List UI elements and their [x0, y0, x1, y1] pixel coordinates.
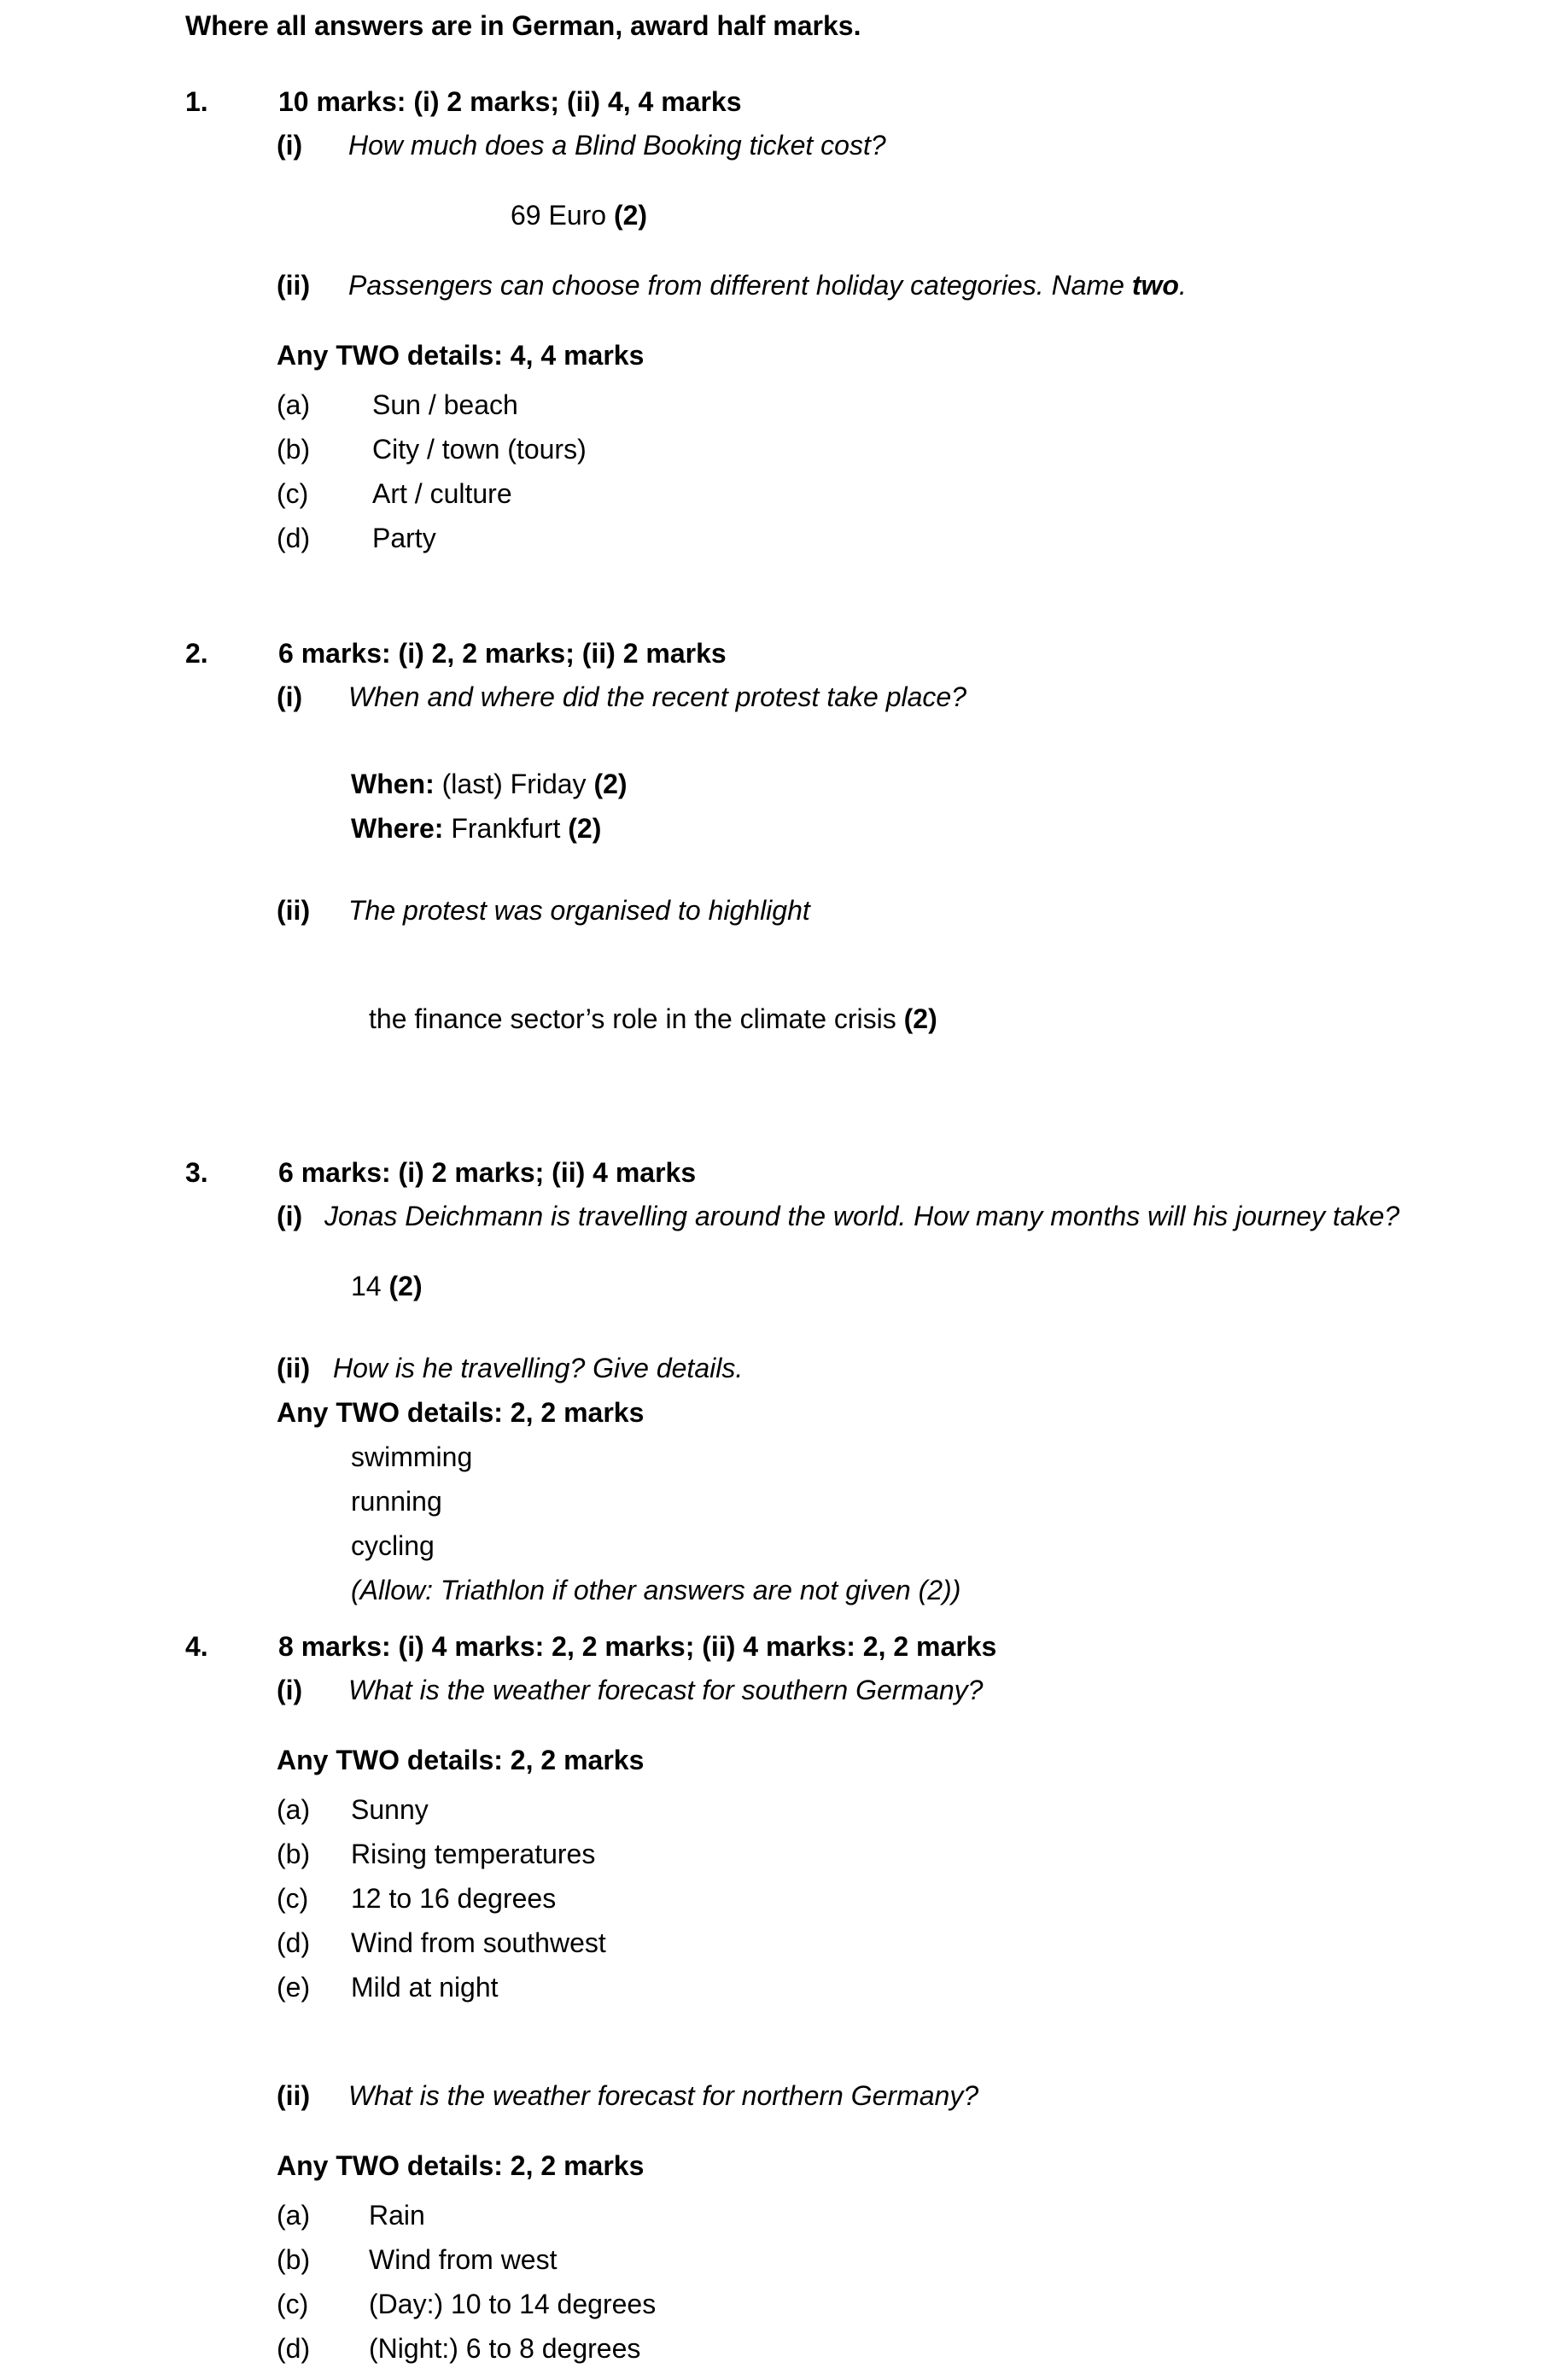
option-text: Wind from west [369, 2244, 558, 2275]
answer-mark: (2) [593, 769, 628, 799]
option-text: Rising temperatures [351, 1839, 596, 1869]
question-marks: 10 marks: (i) 2 marks; (ii) 4, 4 marks [278, 86, 742, 117]
option-label: (a) [277, 2200, 311, 2231]
option-text: running [351, 1486, 442, 1517]
question-number: 1. [185, 86, 208, 117]
part-prompt: How much does a Blind Booking ticket cost? [348, 130, 886, 161]
option-label: (d) [277, 523, 311, 553]
option-label: (b) [277, 434, 311, 465]
part-label: (i) [277, 1675, 303, 1705]
part-label: (i) [277, 681, 303, 712]
option-text: (Night:) 6 to 8 degrees [369, 2333, 641, 2364]
option-label: (b) [277, 2244, 311, 2275]
marking-instructions: Where all answers are in German, award half marks. [185, 10, 861, 41]
option-label: (b) [277, 1839, 311, 1869]
option-label: (c) [277, 1883, 309, 1914]
option-label: (c) [277, 2289, 309, 2319]
question-marks: 6 marks: (i) 2 marks; (ii) 4 marks [278, 1157, 697, 1188]
answer-where: Where: Frankfurt (2) [351, 813, 602, 844]
answer: 69 Euro (2) [511, 200, 648, 231]
answer: 14 (2) [351, 1271, 423, 1301]
option-text: swimming [351, 1441, 473, 1472]
answer-when: When: (last) Friday (2) [351, 769, 628, 799]
part-prompt: What is the weather forecast for southern Germany? [348, 1675, 984, 1705]
option-label: (d) [277, 1927, 311, 1958]
part-prompt: Passengers can choose from different holiday categories. Name two. [348, 270, 1187, 301]
option-text: 12 to 16 degrees [351, 1883, 557, 1914]
part-label: (ii) [277, 895, 311, 926]
question-number: 4. [185, 1631, 208, 1662]
answer-mark: (2) [388, 1271, 423, 1301]
answer-mark: (2) [613, 200, 648, 231]
option-text: Sun / beach [372, 389, 518, 420]
answer-mark: (2) [903, 1003, 937, 1034]
allowance-note: (Allow: Triathlon if other answers are not given (2)) [351, 1575, 961, 1605]
question-number: 2. [185, 638, 208, 669]
option-label: (a) [277, 389, 311, 420]
option-text: Art / culture [372, 478, 512, 509]
option-text: Mild at night [351, 1972, 499, 2003]
option-label: (d) [277, 2333, 311, 2364]
rubric: Any TWO details: 2, 2 marks [277, 1397, 645, 1428]
part-prompt: Jonas Deichmann is travelling around the world. How many months will his journey take? [324, 1201, 1400, 1231]
option-text: Sunny [351, 1794, 429, 1825]
option-text: Rain [369, 2200, 425, 2231]
part-label: (ii) [277, 1353, 311, 1383]
part-prompt: How is he travelling? Give details. [333, 1353, 744, 1383]
rubric: Any TWO details: 4, 4 marks [277, 340, 645, 371]
option-label: (a) [277, 1794, 311, 1825]
option-text: City / town (tours) [372, 434, 587, 465]
part-label: (i) [277, 1201, 303, 1231]
part-label: (ii) [277, 270, 311, 301]
part-prompt: When and where did the recent protest take place? [348, 681, 966, 712]
option-label: (c) [277, 478, 309, 509]
question-marks: 8 marks: (i) 4 marks: 2, 2 marks; (ii) 4 marks: 2, 2 marks [278, 1631, 997, 1662]
rubric: Any TWO details: 2, 2 marks [277, 1745, 645, 1775]
option-text: Party [372, 523, 436, 553]
rubric: Any TWO details: 2, 2 marks [277, 2150, 645, 2181]
option-text: cycling [351, 1530, 435, 1561]
part-label: (ii) [277, 2080, 311, 2111]
option-text: Wind from southwest [351, 1927, 606, 1958]
part-prompt: What is the weather forecast for northern Germany? [348, 2080, 979, 2111]
question-number: 3. [185, 1157, 208, 1188]
option-text: (Day:) 10 to 14 degrees [369, 2289, 657, 2319]
part-prompt: The protest was organised to highlight [348, 895, 810, 926]
option-label: (e) [277, 1972, 311, 2003]
answer: the finance sector’s role in the climate crisis (2) [369, 1003, 937, 1034]
part-label: (i) [277, 130, 303, 161]
answer-mark: (2) [568, 813, 602, 844]
question-marks: 6 marks: (i) 2, 2 marks; (ii) 2 marks [278, 638, 727, 669]
